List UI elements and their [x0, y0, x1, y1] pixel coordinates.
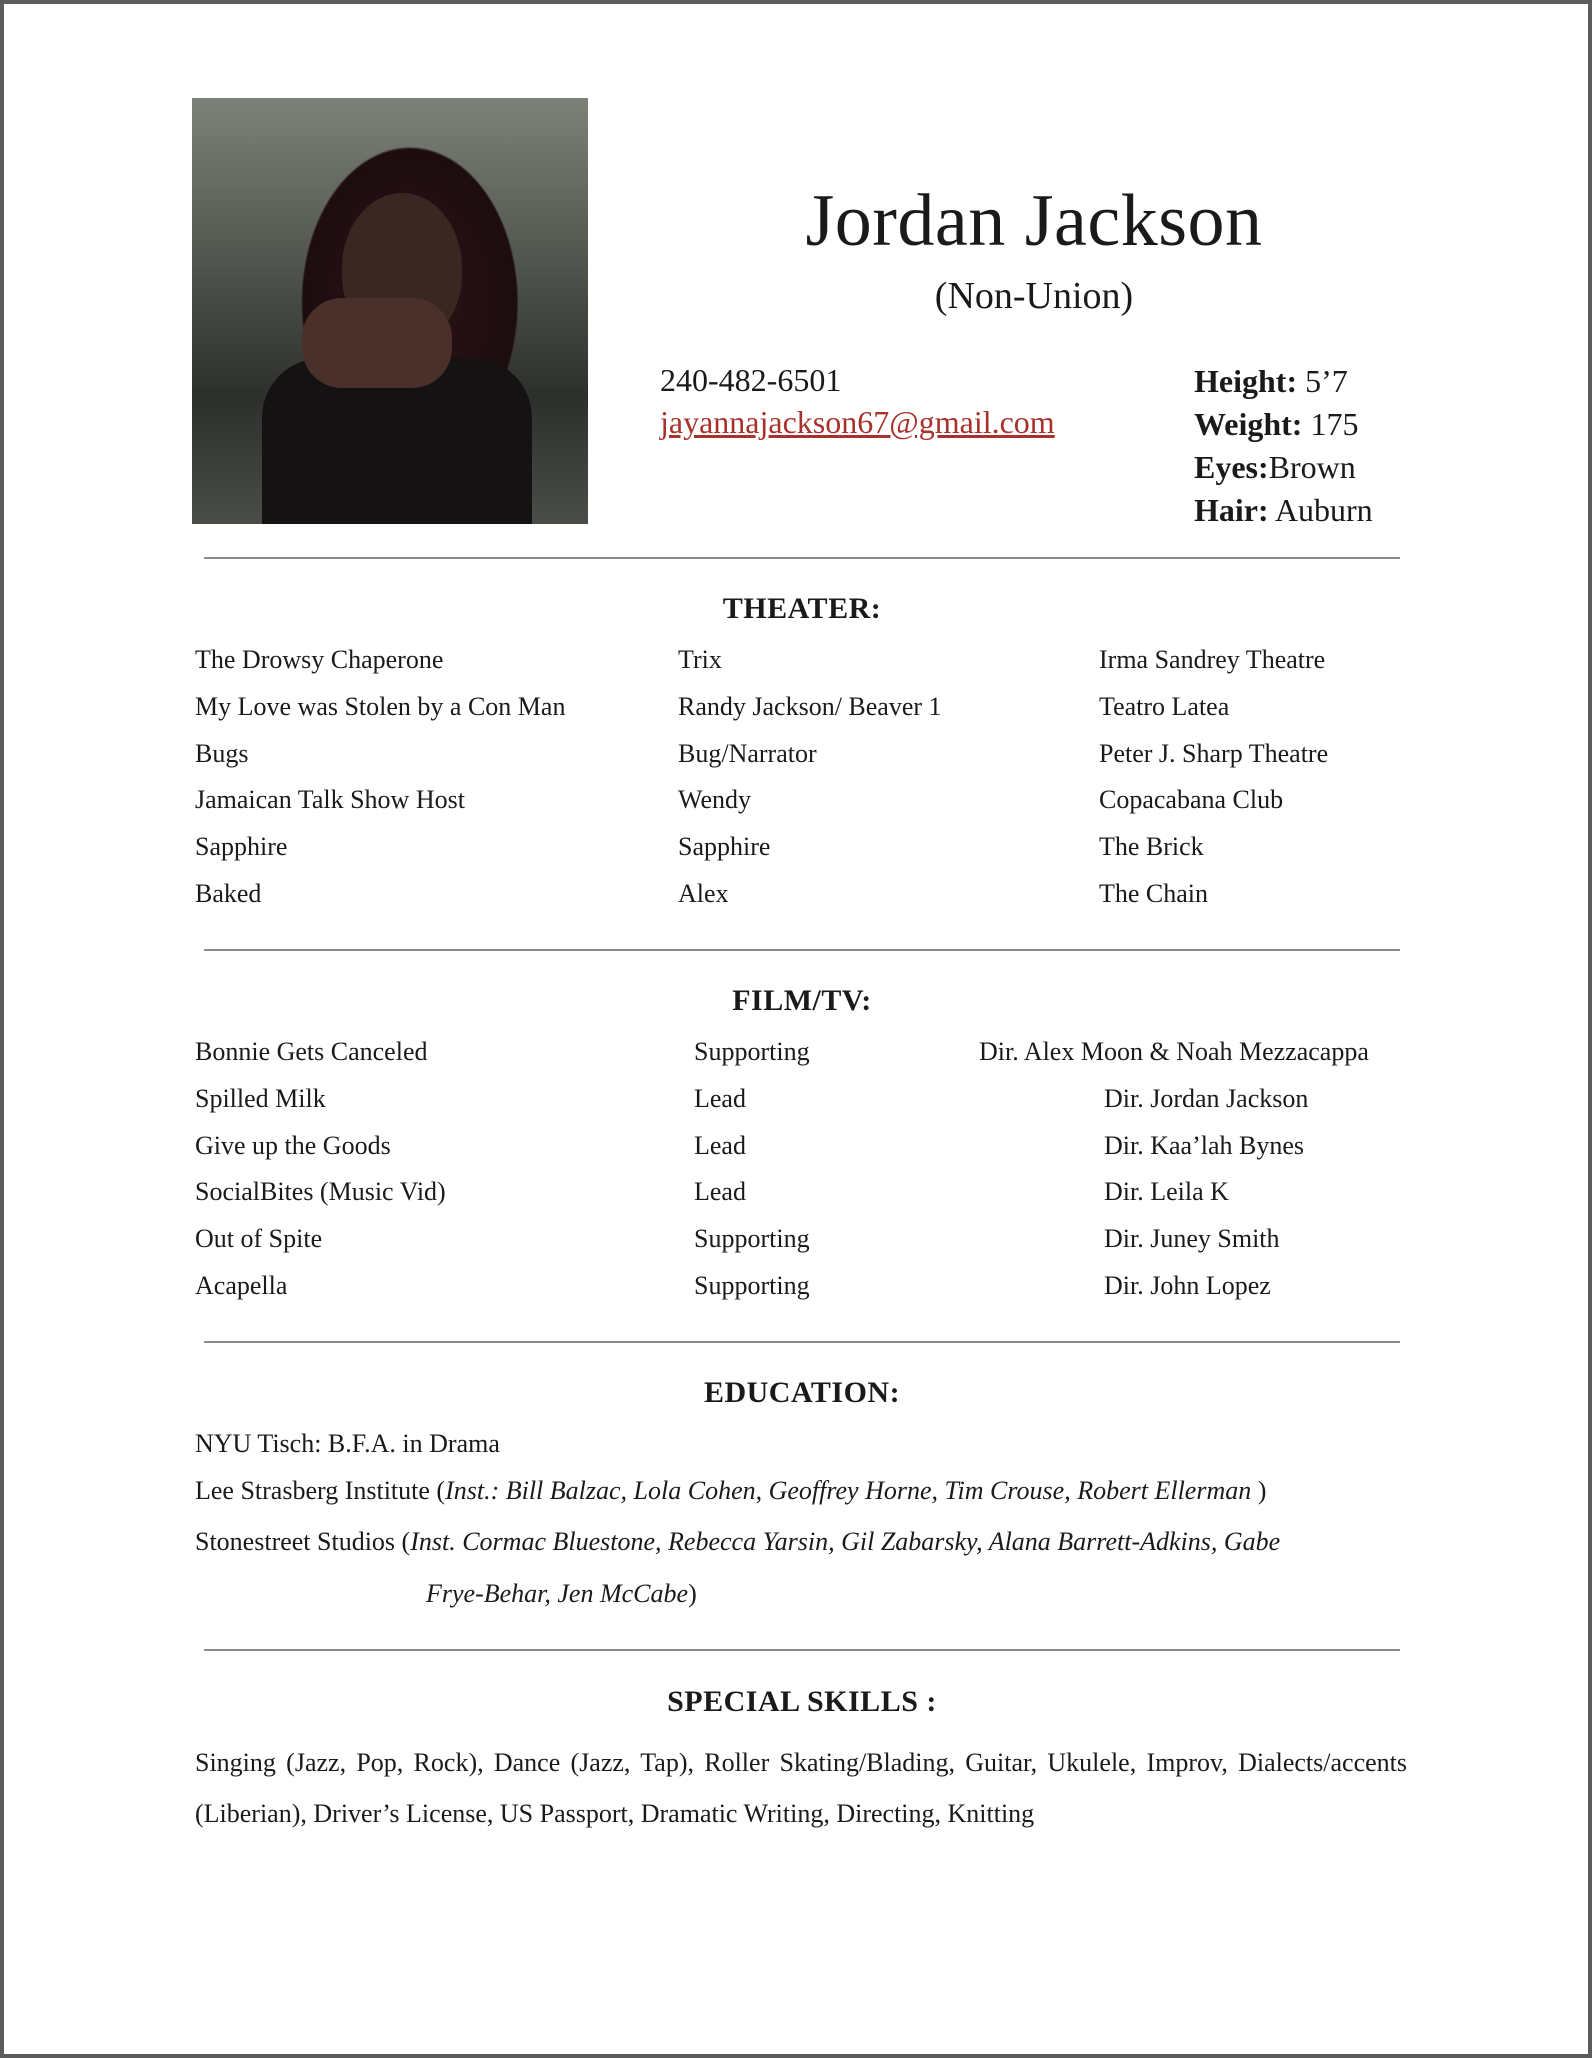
theater-cell-role: Randy Jackson/ Beaver 1 [678, 691, 942, 721]
email-link[interactable]: jayannajackson67@gmail.com [660, 404, 1055, 440]
film-cell-director: Dir. Alex Moon & Noah Mezzacappa [979, 1037, 1369, 1066]
film-cell-director: Dir. Jordan Jackson [1104, 1083, 1309, 1113]
divider [204, 1649, 1400, 1651]
divider [204, 557, 1400, 559]
theater-cell-venue: Teatro Latea [1099, 691, 1230, 721]
film-cell-role: Lead [694, 1177, 746, 1207]
film-cell-title: Bonnie Gets Canceled [195, 1037, 428, 1066]
education-heading: EDUCATION: [703, 1376, 901, 1409]
theater-cell-show: Jamaican Talk Show Host [195, 785, 465, 815]
theater-cell-venue: The Chain [1099, 879, 1209, 908]
skills-text: Singing (Jazz, Pop, Rock), Dance (Jazz, Tap), Roller Skating/Blading, Guitar, Ukulele, Improv, Dialects/accents (Liberian), Driver’s License, US Passport, Dramatic Writing, Directing, Knitting [195, 1748, 1407, 1828]
theater-cell-show: The Drowsy Chaperone [195, 645, 444, 674]
theater-cell-venue: Irma Sandrey Theatre [1099, 645, 1326, 674]
physical-stats [1194, 360, 1373, 532]
film-cell-title: SocialBites (Music Vid) [195, 1177, 446, 1207]
phone-number: 240-482-6501 [660, 362, 842, 398]
theater-cell-show: My Love was Stolen by a Con Man [195, 691, 566, 721]
theater-cell-show: Baked [195, 879, 262, 908]
film-cell-role: Supporting [694, 1224, 810, 1254]
education-line: Lee Strasberg Institute (Inst.: Bill Balzac, Lola Cohen, Geoffrey Horne, Tim Crouse, Robert Ellerman ) [195, 1476, 1267, 1505]
film-cell-role: Supporting [694, 1037, 810, 1066]
film-cell-title: Out of Spite [195, 1224, 323, 1254]
stat-height: Height: 5’7 [1194, 363, 1348, 399]
education-line: Stonestreet Studios (Inst. Cormac Bluestone, Rebecca Yarsin, Gil Zabarsky, Alana Barrett-Adkins, Gabe [195, 1527, 1281, 1556]
actor-name: Jordan Jackson [805, 180, 1263, 262]
theater-cell-role: Wendy [678, 785, 751, 815]
stat-weight: Weight: 175 [1194, 406, 1359, 442]
resume-page [4, 4, 1588, 2054]
theater-cell-role: Bug/Narrator [678, 738, 817, 768]
film-tv-heading: FILM/TV: [732, 984, 872, 1017]
film-cell-title: Spilled Milk [195, 1083, 326, 1113]
education-line: Frye-Behar, Jen McCabe) [426, 1579, 697, 1608]
stat-hair: Hair: Auburn [1194, 492, 1373, 528]
theater-cell-role: Trix [678, 645, 722, 674]
headshot-photo [192, 98, 588, 524]
theater-cell-venue: Copacabana Club [1099, 785, 1284, 815]
film-cell-title: Give up the Goods [195, 1130, 391, 1160]
theater-cell-venue: Peter J. Sharp Theatre [1099, 738, 1329, 768]
education-line: NYU Tisch: B.F.A. in Drama [195, 1429, 500, 1458]
film-cell-title: Acapella [195, 1271, 288, 1300]
theater-cell-show: Bugs [195, 738, 249, 768]
film-cell-role: Supporting [694, 1271, 810, 1300]
theater-cell-role: Alex [678, 879, 729, 908]
film-cell-director: Dir. Kaa’lah Bynes [1104, 1130, 1305, 1160]
skills-heading: SPECIAL SKILLS : [667, 1685, 937, 1718]
theater-cell-role: Sapphire [678, 832, 771, 862]
film-cell-role: Lead [694, 1130, 746, 1160]
union-status: (Non-Union) [934, 275, 1134, 317]
theater-cell-venue: The Brick [1099, 832, 1204, 862]
stat-eyes: Eyes:Brown [1194, 449, 1356, 485]
divider [204, 1341, 1400, 1343]
film-cell-role: Lead [694, 1083, 746, 1113]
film-cell-director: Dir. Leila K [1104, 1177, 1229, 1207]
film-cell-director: Dir. Juney Smith [1104, 1224, 1280, 1254]
theater-cell-show: Sapphire [195, 832, 288, 862]
film-cell-director: Dir. John Lopez [1104, 1271, 1271, 1300]
divider [204, 949, 1400, 951]
theater-heading: THEATER: [722, 592, 882, 625]
